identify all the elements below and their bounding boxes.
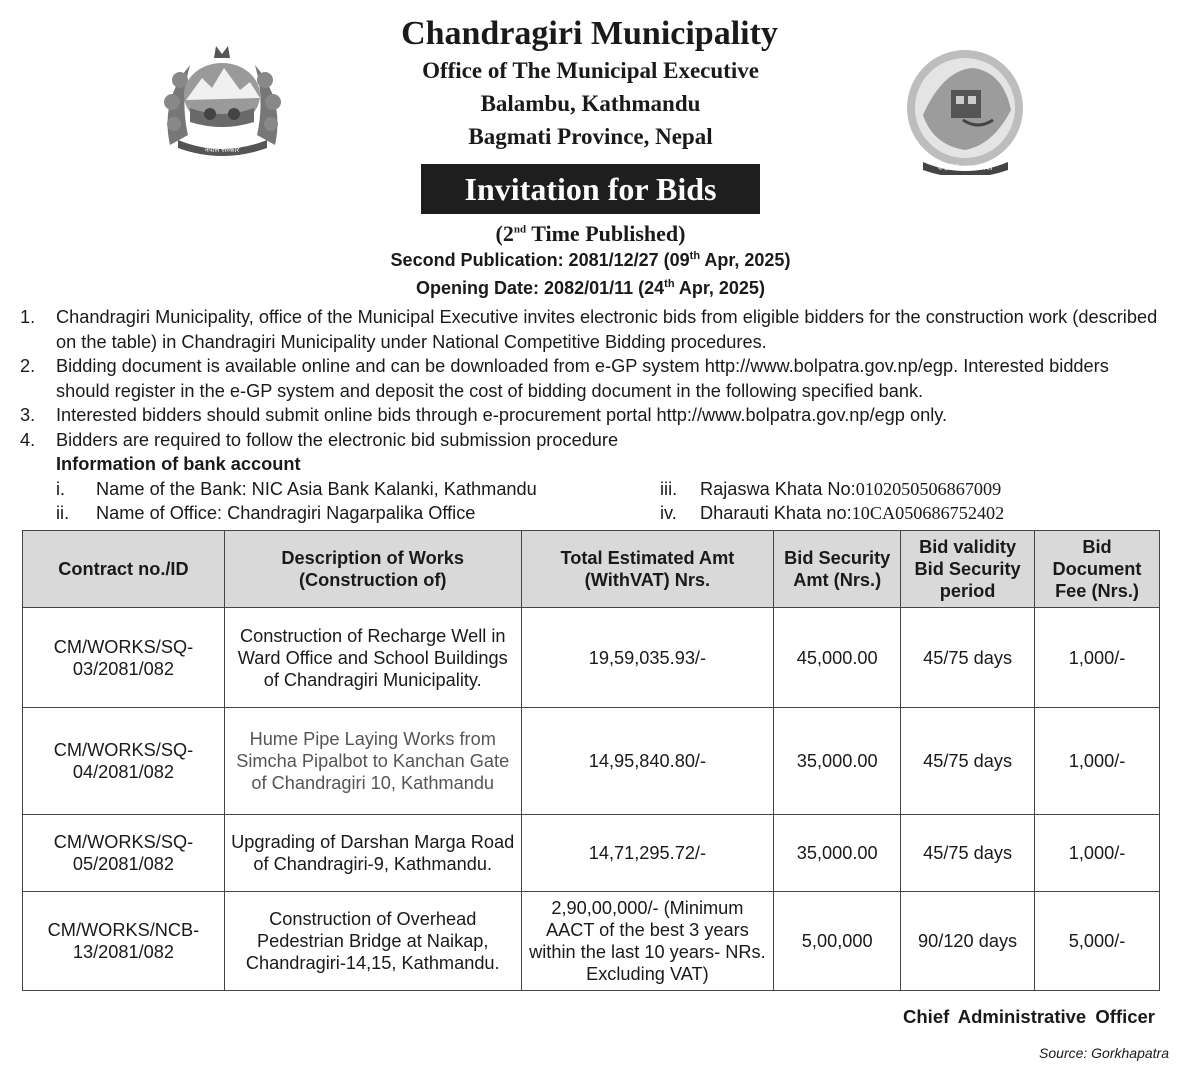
document-fee: 1,000/- [1035, 608, 1160, 708]
bid-security: 35,000.00 [774, 815, 901, 892]
bank-row [56, 477, 537, 502]
left-emblem-caption: नेपाल सरकार [204, 146, 240, 154]
opening-post: Apr, 2025) [674, 278, 765, 298]
published-pre: (2 [495, 221, 514, 246]
bids-table [22, 530, 1160, 991]
second-pub-sup: th [689, 250, 701, 262]
dharauti-label: Dharauti Khata no: [700, 503, 852, 523]
col-document-fee: Bid Document Fee (Nrs.) [1035, 531, 1160, 608]
bank-info-left [56, 477, 537, 526]
office-address: Balambu, Kathmandu [480, 91, 701, 116]
document-fee: 5,000/- [1035, 892, 1160, 991]
notice-body [20, 305, 1165, 526]
estimated-amount: 2,90,00,000/- (Minimum AACT of the best 3 years within the last 10 years- NRs. Excluding VAT) [521, 892, 774, 991]
contract-id: CM/WORKS/SQ-03/2081/082 [23, 608, 225, 708]
bid-validity: 45/75 days [901, 815, 1035, 892]
nepal-emblem-icon [150, 40, 295, 160]
table-header-row [23, 531, 1160, 608]
item-text: Interested bidders should submit online bids through e-procurement portal http://www.bolpatra.gov.np/egp only. [56, 405, 948, 425]
col-bid-security: Bid Security Amt (Nrs.) [774, 531, 901, 608]
municipality-logo-icon [903, 50, 1028, 175]
office-name: Office of The Municipal Executive [422, 58, 759, 83]
item-number: 1. [20, 307, 36, 327]
document-fee: 1,000/- [1035, 708, 1160, 815]
publication-note [0, 221, 1181, 247]
bank-row [660, 501, 1004, 526]
dharauti-account-number: 10CA050686752402 [851, 503, 1005, 523]
estimated-amount: 14,95,840.80/- [521, 708, 774, 815]
item-number: 3. [20, 405, 36, 425]
estimated-amount: 19,59,035.93/- [521, 608, 774, 708]
table-row [23, 892, 1160, 991]
bank-info [20, 477, 1165, 526]
col-contract-id: Contract no./ID [23, 531, 225, 608]
list-item [20, 354, 1165, 403]
source-credit: Source: Gorkhapatra [1039, 1045, 1169, 1061]
estimated-amount: 14,71,295.72/- [521, 815, 774, 892]
contract-id: CM/WORKS/NCB-13/2081/082 [23, 892, 225, 991]
list-item [20, 428, 1165, 453]
item-text: Bidding document is available online and can be downloaded from e-GP system http://www.bolpatra.gov.np/egp. Interested bidders should register in the e-GP system and deposit the cost of bidding document in the following specified bank. [56, 356, 1109, 401]
table-row [23, 815, 1160, 892]
work-description: Upgrading of Darshan Marga Road of Chandragiri-9, Kathmandu. [224, 815, 521, 892]
published-sup: nd [513, 223, 527, 236]
municipality-title: Chandragiri Municipality [401, 15, 778, 52]
item-number: 2. [20, 356, 36, 376]
opening-label: Opening Date: 2082/01/11 (24 [416, 278, 665, 298]
second-publication-date [0, 250, 1181, 271]
office-account-name: Name of Office: Chandragiri Nagarpalika Office [96, 503, 476, 523]
list-item [20, 305, 1165, 354]
bank-row [56, 501, 537, 526]
item-text: Chandragiri Municipality, office of the Municipal Executive invites electronic bids from eligible bidders for the construction work (described on the table) in Chandragiri Municipality under National Competitive Bidding procedures. [56, 307, 1158, 352]
document-fee: 1,000/- [1035, 815, 1160, 892]
bank-row-number: iii. [660, 478, 678, 499]
bid-security: 45,000.00 [774, 608, 901, 708]
list-item [20, 403, 1165, 428]
bank-name: Name of the Bank: NIC Asia Bank Kalanki, Kathmandu [96, 478, 537, 499]
bank-info-heading: Information of bank account [56, 454, 301, 474]
item-number: 4. [20, 429, 36, 450]
col-description: Description of Works (Construction of) [224, 531, 521, 608]
item-text: Bidders are required to follow the electronic bid submission procedure [56, 429, 619, 450]
col-estimated-amount: Total Estimated Amt (WithVAT) Nrs. [521, 531, 774, 608]
bid-validity: 45/75 days [901, 708, 1035, 815]
contract-id: CM/WORKS/SQ-04/2081/082 [23, 708, 225, 815]
work-description: Construction of Overhead Pedestrian Bridge at Naikap, Chandragiri-14,15, Kathmandu. [224, 892, 521, 991]
published-post: Time Published) [526, 221, 686, 246]
bank-row-number: i. [56, 478, 66, 499]
bid-security: 5,00,000 [774, 892, 901, 991]
bid-validity: 90/120 days [901, 892, 1035, 991]
opening-date [0, 278, 1181, 299]
opening-sup: th [664, 278, 675, 290]
right-emblem-caption: चन्द्रागिरि नगरपालिका [937, 164, 993, 172]
rajaswa-label: Rajaswa Khata No: [700, 478, 856, 499]
table-row [23, 708, 1160, 815]
contract-id: CM/WORKS/SQ-05/2081/082 [23, 815, 225, 892]
office-province: Bagmati Province, Nepal [468, 124, 713, 149]
bid-validity: 45/75 days [901, 608, 1035, 708]
signatory-title: Chief Administrative Officer [903, 1006, 1155, 1027]
rajaswa-account-number: 0102050506867009 [855, 478, 1002, 499]
bank-info-right [660, 477, 1004, 526]
bank-row-number: ii. [56, 503, 70, 523]
second-pub-post: Apr, 2025) [700, 250, 791, 270]
table-row [23, 608, 1160, 708]
bank-row [660, 477, 1004, 502]
notice-heading: Invitation for Bids [421, 164, 760, 214]
col-bid-validity: Bid validity Bid Security period [901, 531, 1035, 608]
bank-row-number: iv. [660, 503, 677, 523]
work-description: Hume Pipe Laying Works from Simcha Pipalbot to Kanchan Gate of Chandragiri 10, Kathmandu [224, 708, 521, 815]
bid-security: 35,000.00 [774, 708, 901, 815]
work-description: Construction of Recharge Well in Ward Office and School Buildings of Chandragiri Municipality. [224, 608, 521, 708]
second-pub-label: Second Publication: 2081/12/27 (09 [390, 250, 690, 270]
